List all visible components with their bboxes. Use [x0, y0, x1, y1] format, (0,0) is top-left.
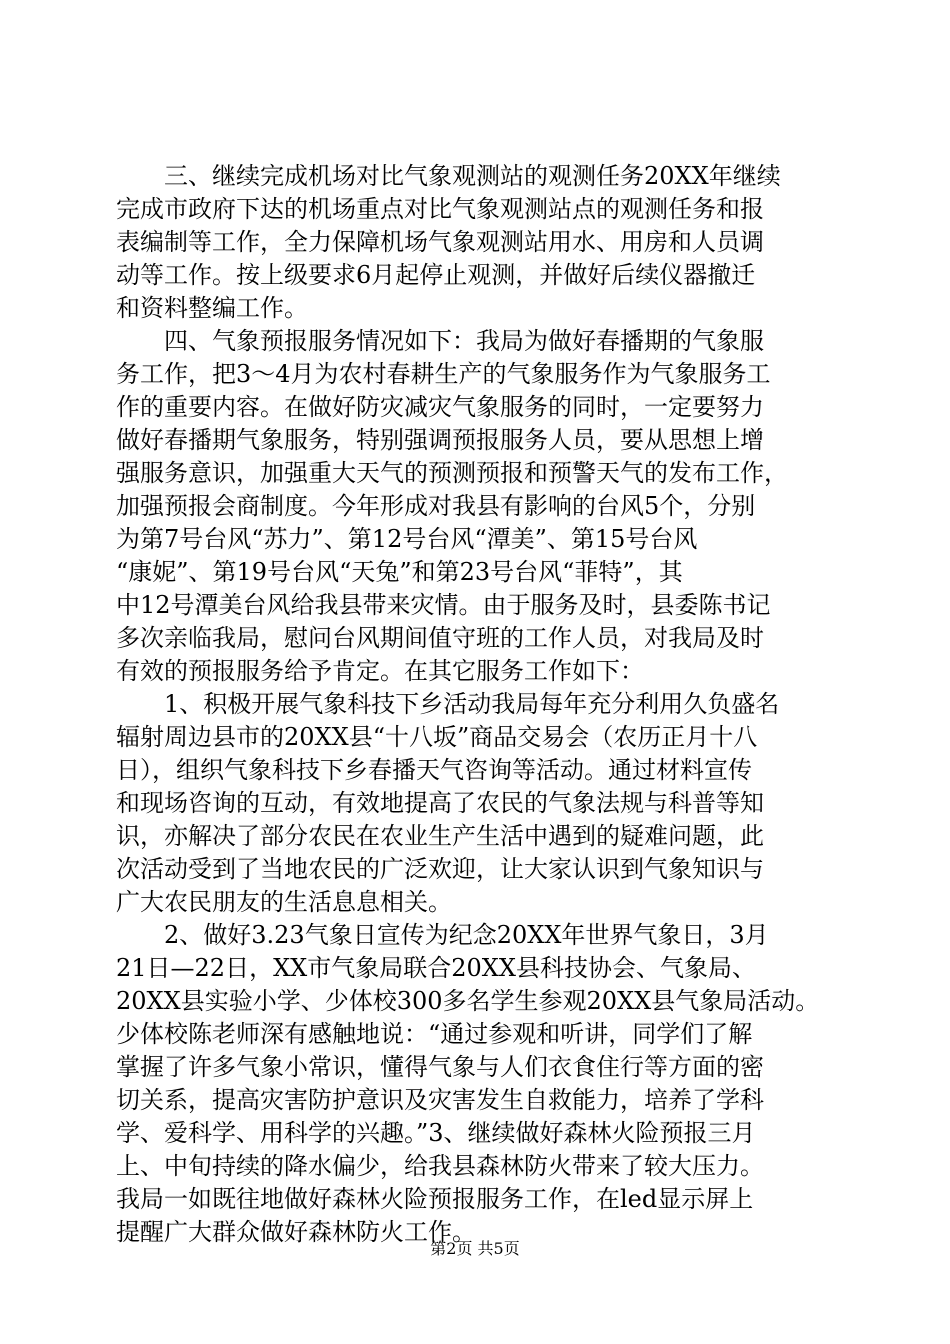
text-line: 20XX县实验小学、少体校300多名学生参观20XX县气象局活动。 [116, 987, 820, 1015]
text-line: 掌握了许多气象小常识，懂得气象与人们衣食住行等方面的密 [116, 1053, 764, 1081]
text-line: 务工作，把3～4月为农村春耕生产的气象服务作为气象服务工 [116, 360, 771, 388]
text-line: 识，亦解决了部分农民在农业生产生活中遇到的疑难问题，此 [116, 822, 764, 850]
text-line: 少体校陈老师深有感触地说：“通过参观和听讲，同学们了解 [116, 1020, 753, 1048]
document-body [116, 160, 832, 1249]
text-line: 加强预报会商制度。今年形成对我县有影响的台风5个，分别 [116, 492, 756, 520]
text-line: “康妮”、第19号台风“天兔”和第23号台风“菲特”，其 [116, 558, 683, 586]
text-line: 表编制等工作，全力保障机场气象观测站用水、用房和人员调 [116, 228, 764, 256]
text-line: 日），组织气象科技下乡春播天气咨询等活动。通过材料宣传 [116, 756, 752, 784]
text-line: 做好春播期气象服务，特别强调预报服务人员，要从思想上增 [116, 426, 764, 454]
text-line: 上、中旬持续的降水偏少，给我县森林防火带来了较大压力。 [116, 1152, 764, 1180]
text-line: 完成市政府下达的机场重点对比气象观测站点的观测任务和报 [116, 195, 764, 223]
text-line: 三、继续完成机场对比气象观测站的观测任务20XX年继续 [116, 162, 781, 190]
text-line: 我局一如既往地做好森林火险预报服务工作，在led显示屏上 [116, 1185, 754, 1213]
page-footer: 第2页 共5页 [430, 1239, 520, 1258]
text-line: 辐射周边县市的20XX县“十八坂”商品交易会（农历正月十八 [116, 723, 758, 751]
text-line: 强服务意识，加强重大天气的预测预报和预警天气的发布工作， [116, 459, 788, 487]
text-line: 提醒广大群众做好森林防火工作。 [116, 1218, 476, 1246]
text-line: 2、做好3.23气象日宣传为纪念20XX年世界气象日，3月 [116, 921, 769, 949]
text-line: 次活动受到了当地农民的广泛欢迎，让大家认识到气象知识与 [116, 855, 764, 883]
text-line: 四、气象预报服务情况如下：我局为做好春播期的气象服 [116, 327, 764, 355]
text-line: 和资料整编工作。 [116, 294, 308, 322]
text-line: 多次亲临我局，慰问台风期间值守班的工作人员，对我局及时 [116, 624, 764, 652]
text-line: 作的重要内容。在做好防灾减灾气象服务的同时，一定要努力 [116, 393, 764, 421]
text-line: 1、积极开展气象科技下乡活动我局每年充分利用久负盛名 [116, 690, 780, 718]
text-line: 学、爱科学、用科学的兴趣。”3、继续做好森林火险预报三月 [116, 1119, 756, 1147]
text-line: 和现场咨询的互动，有效地提高了农民的气象法规与科普等知 [116, 789, 764, 817]
text-line: 动等工作。按上级要求6月起停止观测，并做好后续仪器撤迁 [116, 261, 756, 289]
text-line: 切关系，提高灾害防护意识及灾害发生自救能力，培养了学科 [116, 1086, 764, 1114]
text-line: 中12号潭美台风给我县带来灾情。由于服务及时，县委陈书记 [116, 591, 771, 619]
text-line: 有效的预报服务给予肯定。在其它服务工作如下： [116, 657, 644, 685]
text-line: 广大农民朋友的生活息息相关。 [116, 888, 452, 916]
text-line: 为第7号台风“苏力”、第12号台风“潭美”、第15号台风 [116, 525, 698, 553]
text-line: 21日—22日，XX市气象局联合20XX县科技协会、气象局、 [116, 954, 756, 982]
